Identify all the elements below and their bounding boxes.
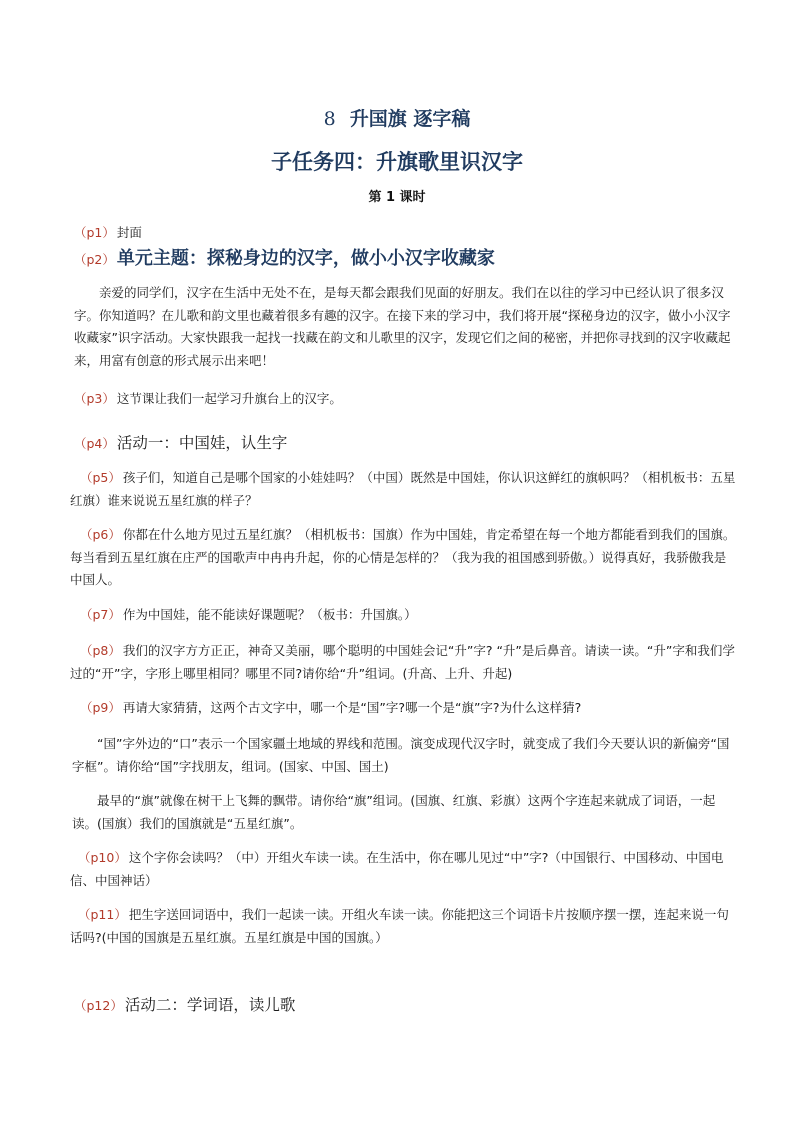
p4-text: 活动一：中国娃，认生字 [116, 434, 288, 452]
p1-tag: （p1） [74, 225, 115, 240]
p10-paragraph [70, 847, 736, 892]
p9-text: 再请大家猜猜，这两个古文字中，哪一个是“国”字?哪一个是“旗”字?为什么这样猜? [122, 700, 582, 715]
period-label: 第 1 课时 [368, 190, 426, 205]
p11-tag: （p11） [78, 907, 127, 922]
p9-tag: （p9） [80, 700, 121, 715]
unit-theme: 单元主题：探秘身边的汉字，做小小汉字收藏家 [116, 248, 495, 269]
p12-tag: （p12） [74, 998, 123, 1013]
intro-paragraph: 亲爱的同学们，汉字在生活中无处不在，是每天都会跟我们见面的好朋友。我们在以往的学习中已经认识了很多汉字。你知道吗？在儿歌和韵文里也藏着很多有趣的汉字。在接下来的学习中，我们将开展“探秘身边的汉字，做小小汉字收藏家”识字活动。大家快跟我一起找一找藏在韵文和儿歌里的汉字，发现它们之间的秘密，并把你寻找到的汉字收藏起来，用富有创意的形式展示出来吧！ [74, 285, 731, 368]
p8-tag: （p8） [80, 643, 121, 658]
lesson-title [0, 104, 794, 131]
p2-heading [74, 248, 734, 272]
p4-tag: （p4） [74, 436, 115, 451]
p11-paragraph [70, 904, 736, 949]
p8-paragraph [70, 640, 736, 685]
subtask-title: 子任务四：升旗歌里识汉字 [271, 149, 523, 174]
p8-text: 我们的汉字方方正正，神奇又美丽，哪个聪明的中国娃会记“升”字? “升”是后鼻音。请读一读。“升”字和我们学过的“开”字，字形上哪里相同？哪里不同?请你给“升”组词。(升高、上升、升起) [70, 643, 735, 681]
lesson-number: 8 [323, 108, 336, 130]
p5-paragraph [70, 467, 736, 512]
p1-line [74, 222, 734, 245]
p5-text: 孩子们，知道自己是哪个国家的小娃娃吗？（中国）既然是中国娃，你认识这鲜红的旗帜吗？（相机板书：五星红旗）谁来说说五星红旗的样子？ [70, 470, 736, 508]
p3-line [74, 388, 734, 411]
p9-paragraph [70, 697, 736, 720]
p7-tag: （p7） [80, 607, 121, 622]
p1-text: 封面 [116, 225, 142, 240]
p6-paragraph [70, 524, 736, 592]
p7-paragraph [70, 604, 736, 627]
activity-two-heading [74, 994, 734, 1018]
p10-text: 这个字你会读吗？（中）开组火车读一读。在生活中，你在哪儿见过“中”字?（中国银行、中国移动、中国电信、中国神话） [70, 850, 724, 888]
p9-guo-explanation: “国”字外边的“口”表示一个国家疆土地域的界线和范围。演变成现代汉字时，就变成了我们今天要认识的新偏旁“国字框”。请你给“国”字找朋友，组词。(国家、中国、国土) [72, 736, 730, 774]
p12-text: 活动二：学词语，读儿歌 [124, 996, 296, 1014]
p2-tag: （p2） [74, 252, 115, 267]
p7-text: 作为中国娃，能不能读好课题呢？（板书：升国旗。） [122, 607, 417, 622]
p3-text: 这节课让我们一起学习升旗台上的汉字。 [116, 391, 342, 406]
p10-tag: （p10） [78, 850, 127, 865]
p6-text: 你都在什么地方见过五星红旗？（相机板书：国旗）作为中国娃，肯定希望在每一个地方都能看到我们的国旗。每当看到五星红旗在庄严的国歌声中冉冉升起，你的心情是怎样的？（我为我的祖国感到骄傲。）说得真好，我骄傲我是中国人。 [70, 527, 736, 587]
p3-tag: （p3） [74, 391, 115, 406]
p11-text: 把生字送回词语中，我们一起读一读。开组火车读一读。你能把这三个词语卡片按顺序摆一摆，连起来说一句话吗?(中国的国旗是五星红旗。五星红旗是中国的国旗。） [70, 907, 729, 945]
p6-tag: （p6） [80, 527, 121, 542]
activity-one-heading [74, 432, 734, 456]
p9-qi-explanation: 最早的“旗”就像在树干上飞舞的飘带。请你给“旗”组词。(国旗、红旗、彩旗）这两个字连起来就成了词语，一起读。(国旗）我们的国旗就是“五星红旗”。 [72, 793, 716, 831]
p5-tag: （p5） [80, 470, 121, 485]
lesson-title-text: 升国旗 逐字稿 [349, 108, 471, 130]
